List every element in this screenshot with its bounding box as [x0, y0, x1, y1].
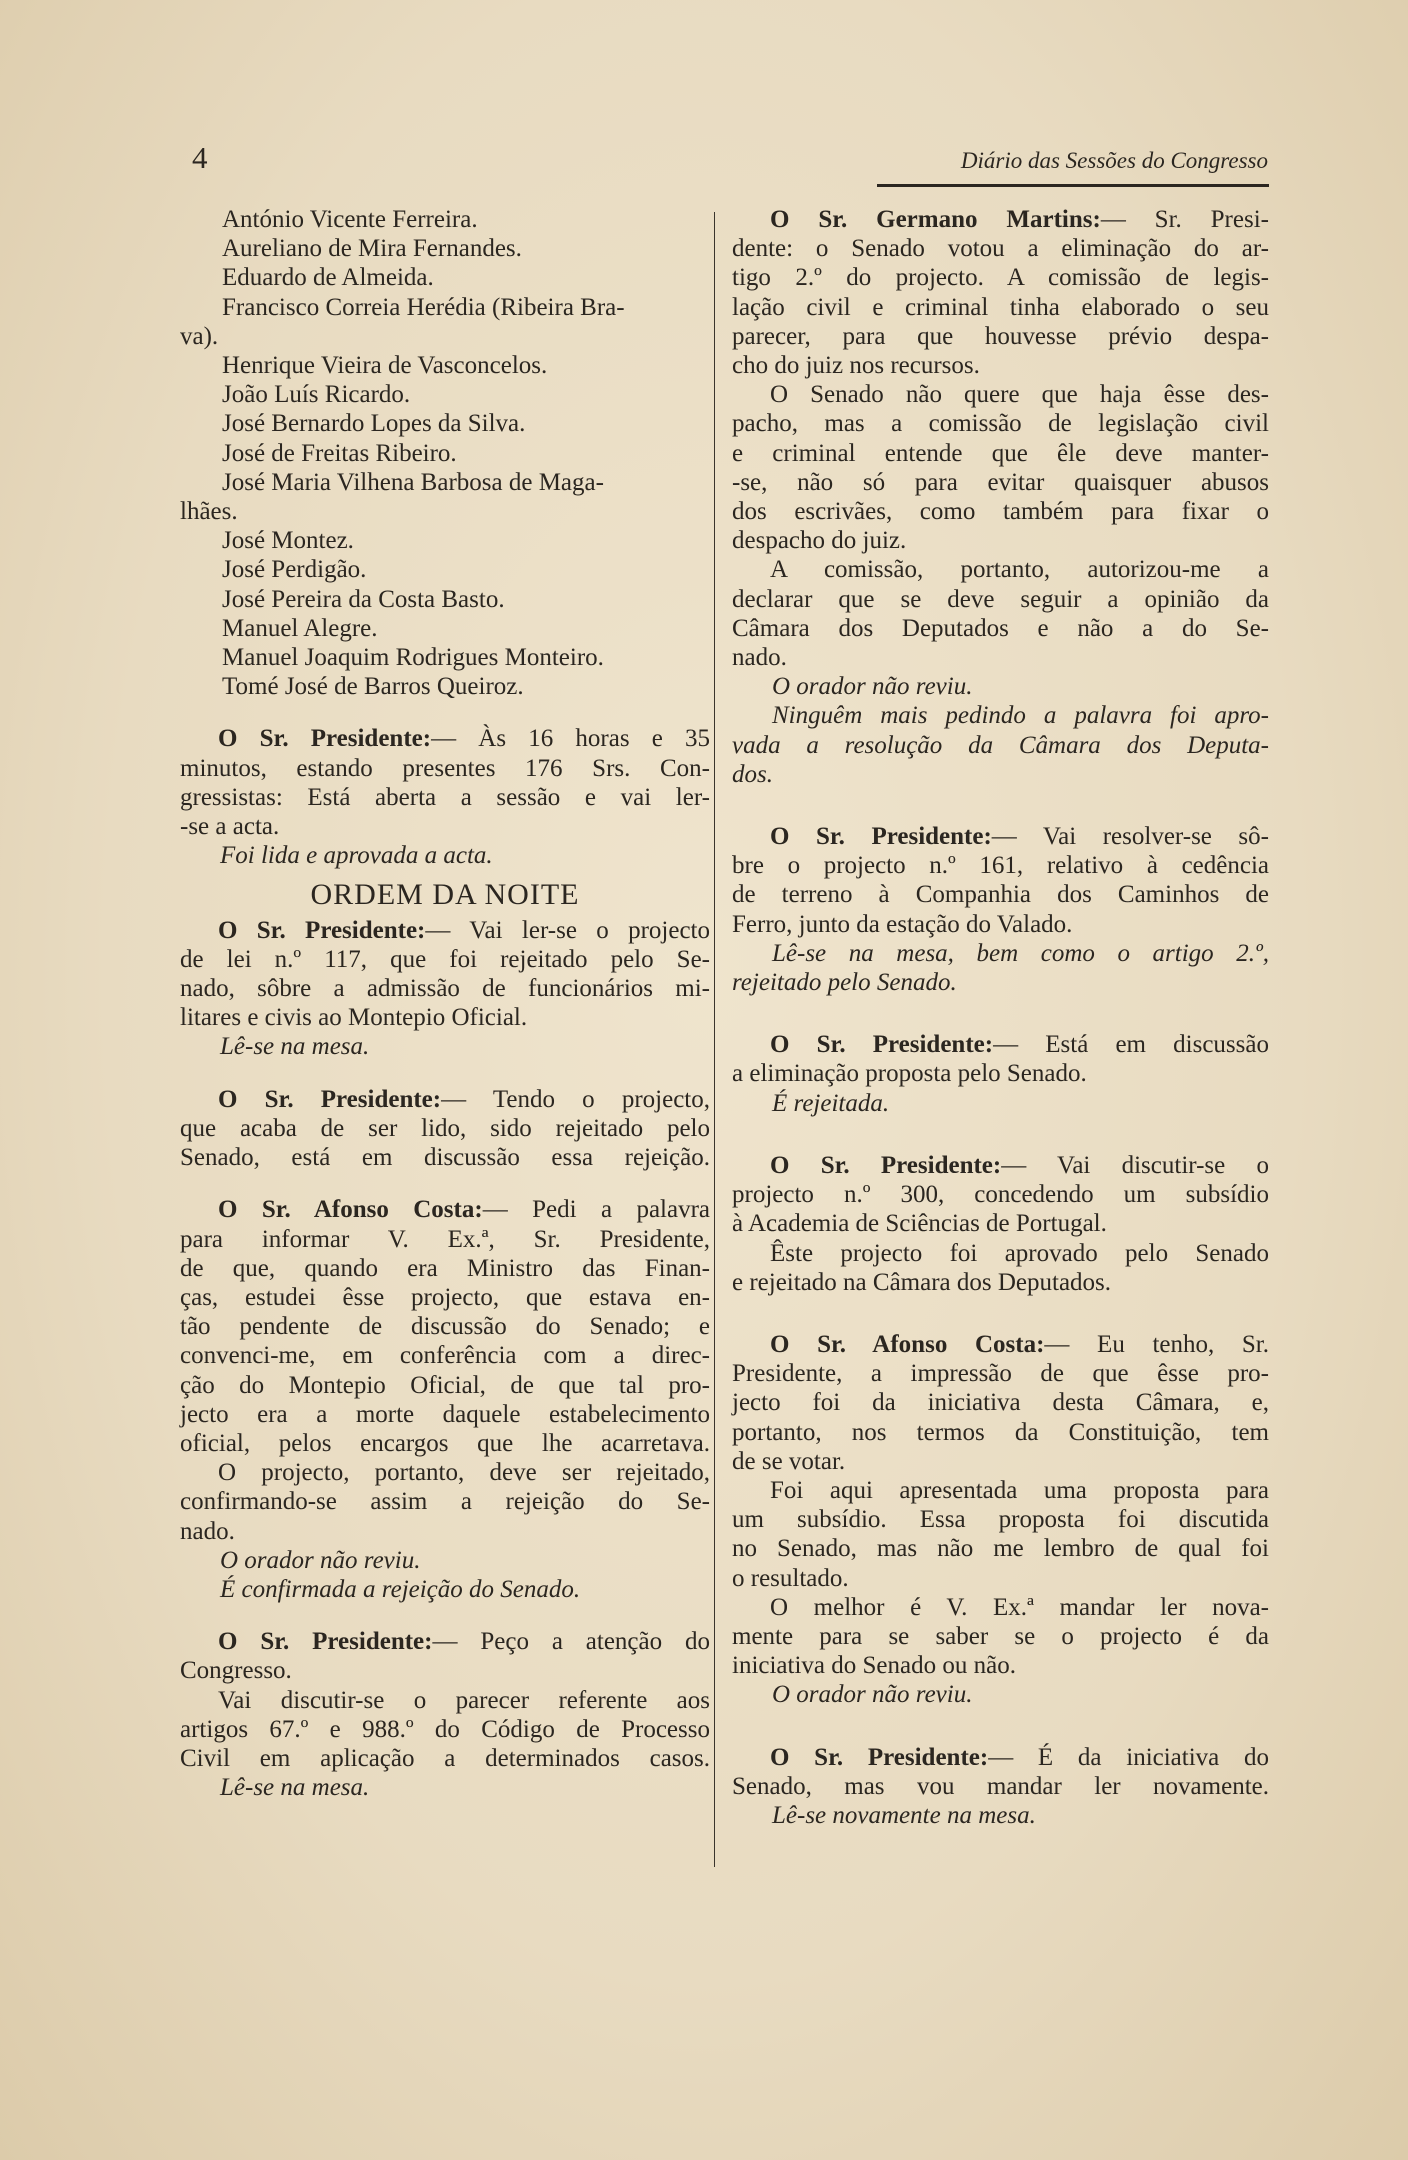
- attendee-name: Manuel Joaquim Rodrigues Monteiro.: [222, 644, 604, 672]
- attendee-name: José Bernardo Lopes da Silva.: [222, 410, 526, 438]
- attendee-name: Henrique Vieira de Vasconcelos.: [222, 352, 548, 380]
- stage-note: Lê-se na mesa.: [220, 1033, 370, 1061]
- attendee-name: Tomé José de Barros Queiroz.: [222, 673, 524, 701]
- speaker: O Sr. Presidente:: [218, 916, 426, 944]
- paragraph-attention: O Sr. Presidente:— Peço a atenção do Congresso. Vai discutir-se o parecer referente aos artigos 67.º e 988.º do Código de Processo Civil em aplicação a determinados casos. Lê-se na mesa.: [180, 1628, 710, 1802]
- header-rule: [877, 184, 1269, 187]
- attendee-name: José Montez.: [222, 527, 354, 555]
- stage-note: Lê-se na mesa, bem como o artigo 2.º,: [772, 939, 1269, 967]
- attendee-list: [180, 205, 710, 701]
- paragraph-opening: O Sr. Presidente:— Às 16 horas e 35 minutos, estando presentes 176 Srs. Con- gressistas: Está aberta a sessão e vai ler- -se a acta. Foi lida e aprovada a acta.: [180, 725, 710, 870]
- speaker: O Sr. Afonso Costa:: [770, 1330, 1045, 1358]
- stage-note: Lê-se novamente na mesa.: [772, 1801, 1036, 1829]
- attendee-name: lhães.: [180, 498, 238, 526]
- paragraph-afonso-costa-2: O Sr. Afonso Costa:— Eu tenho, Sr. Presidente, a impressão de que êsse pro- jecto foi da iniciativa desta Câmara, e, portanto, nos termos da Constituição, tem de se votar. Foi aqui apresentada uma proposta para um subsídio. Essa proposta foi discutida no Senado, mas não me lembro de qual foi o resultado. O melhor é V. Ex.ª mandar ler nova- mente para se saber se o projecto é da iniciativa do Senado ou não. O orador não reviu.: [732, 1330, 1269, 1709]
- stage-note: O orador não reviu.: [220, 1546, 421, 1574]
- attendee-name: Eduardo de Almeida.: [222, 264, 434, 292]
- speaker: O Sr. Presidente:: [218, 725, 432, 753]
- stage-note: rejeitado pelo Senado.: [732, 969, 957, 997]
- attendee-name: Manuel Alegre.: [222, 614, 378, 642]
- paragraph-germano-martins: O Sr. Germano Martins:— Sr. Presi- dente: o Senado votou a eliminação do ar- tigo 2.º do projecto. A comissão de legis- lação civil e criminal tinha elaborado o seu parecer, para que houvesse prévio despa- cho do juiz nos recursos. O Senado não quere que haja êsse des- pacho, mas a comissão de legislação civil e criminal entende que êle deve manter- -se, não só para evitar quaisquer abusos dos escrivães, como também para fixar o despacho do juiz. A comissão, portanto, autorizou-me a declarar que se deve seguir a opinião da Câmara dos Deputados e não a do Se- nado. O orador não reviu. Ninguêm mais pedindo a palavra foi apro- vada a resolução da Câmara dos Deputa- dos.: [732, 206, 1269, 788]
- attendee-name: José de Freitas Ribeiro.: [222, 439, 457, 467]
- attendee-name: Francisco Correia Herédia (Ribeira Bra-: [222, 293, 625, 321]
- attendee-name: José Perdigão.: [222, 556, 367, 584]
- attendee-name: va).: [180, 322, 219, 350]
- stage-note: É rejeitada.: [772, 1089, 890, 1117]
- paragraph-academia: O Sr. Presidente:— Vai discutir-se o projecto n.º 300, concedendo um subsídio à Academia de Sciências de Portugal. Êste projecto foi aprovado pelo Senado e rejeitado na Câmara dos Deputados.: [732, 1151, 1269, 1296]
- speaker: O Sr. Presidente:: [770, 1743, 989, 1771]
- left-column: [180, 205, 710, 1802]
- speaker: O Sr. Presidente:: [218, 1085, 442, 1113]
- right-column: [732, 205, 1269, 1830]
- stage-note: Lê-se na mesa.: [220, 1774, 370, 1802]
- attendee-name: José Pereira da Costa Basto.: [222, 585, 505, 613]
- speaker: O Sr. Presidente:: [770, 823, 992, 851]
- speaker: O Sr. Presidente:: [770, 1151, 1002, 1179]
- paragraph-valado: O Sr. Presidente:— Vai resolver-se sô- bre o projecto n.º 161, relativo à cedência de terreno à Companhia dos Caminhos de Ferro, junto da estação do Valado. Lê-se na mesa, bem como o artigo 2.º, rejeitado pelo Senado.: [732, 823, 1269, 997]
- stage-note: vada a resolução da Câmara dos Deputa-: [732, 731, 1269, 759]
- speaker: O Sr. Afonso Costa:: [218, 1196, 483, 1224]
- speaker: O Sr. Germano Martins:: [770, 206, 1101, 233]
- attendee-name: José Maria Vilhena Barbosa de Maga-: [222, 468, 604, 496]
- paragraph-discussion: O Sr. Presidente:— Tendo o projecto, que acaba de ser lido, sido rejeitado pelo Senado, está em discussão essa rejeição.: [180, 1085, 710, 1172]
- section-heading: ORDEM DA NOITE: [310, 878, 580, 912]
- paragraph-afonso-costa: O Sr. Afonso Costa:— Pedi a palavra para informar V. Ex.ª, Sr. Presidente, de que, quando era Ministro das Finan- ças, estudei êsse projecto, que estava en- tão pendente de discussão do Senado; e convenci-me, em conferência com a direc- ção do Montepio Oficial, de que tal pro- jecto era a morte daquele estabelecimento oficial, pelos encargos que lhe acarretava. O projecto, portanto, deve ser rejeitado, confirmando-se assim a rejeição do Se- nado. O orador não reviu. É confirmada a rejeição do Senado.: [180, 1196, 711, 1603]
- speaker: O Sr. Presidente:: [770, 1031, 994, 1059]
- stage-note: É confirmada a rejeição do Senado.: [220, 1575, 581, 1603]
- running-title: Diário das Sessões do Congresso: [960, 148, 1268, 173]
- paragraph-reading: O Sr. Presidente:— Vai ler-se o projecto de lei n.º 117, que foi rejeitado pelo Se- nado, sôbre a admissão de funcionários mi- litares e civis ao Montepio Oficial. Lê-se na mesa.: [180, 916, 710, 1061]
- stage-note: dos.: [732, 760, 773, 788]
- speaker: O Sr. Presidente:: [218, 1628, 433, 1656]
- stage-note: O orador não reviu.: [772, 673, 973, 701]
- stage-note: Foi lida e aprovada a acta.: [220, 842, 493, 870]
- stage-note: Ninguêm mais pedindo a palavra foi apro-: [772, 702, 1269, 730]
- paragraph-elimination: O Sr. Presidente:— Está em discussão a eliminação proposta pelo Senado. É rejeitada.: [732, 1031, 1269, 1117]
- attendee-name: António Vicente Ferreira.: [222, 206, 478, 233]
- attendee-name: Aureliano de Mira Fernandes.: [222, 235, 522, 263]
- page-number: 4: [192, 140, 208, 175]
- column-divider: [714, 212, 715, 1867]
- paragraph-iniciativa: O Sr. Presidente:— É da iniciativa do Senado, mas vou mandar ler novamente. Lê-se novamente na mesa.: [732, 1743, 1269, 1829]
- attendee-name: João Luís Ricardo.: [222, 381, 411, 409]
- stage-note: O orador não reviu.: [772, 1681, 973, 1709]
